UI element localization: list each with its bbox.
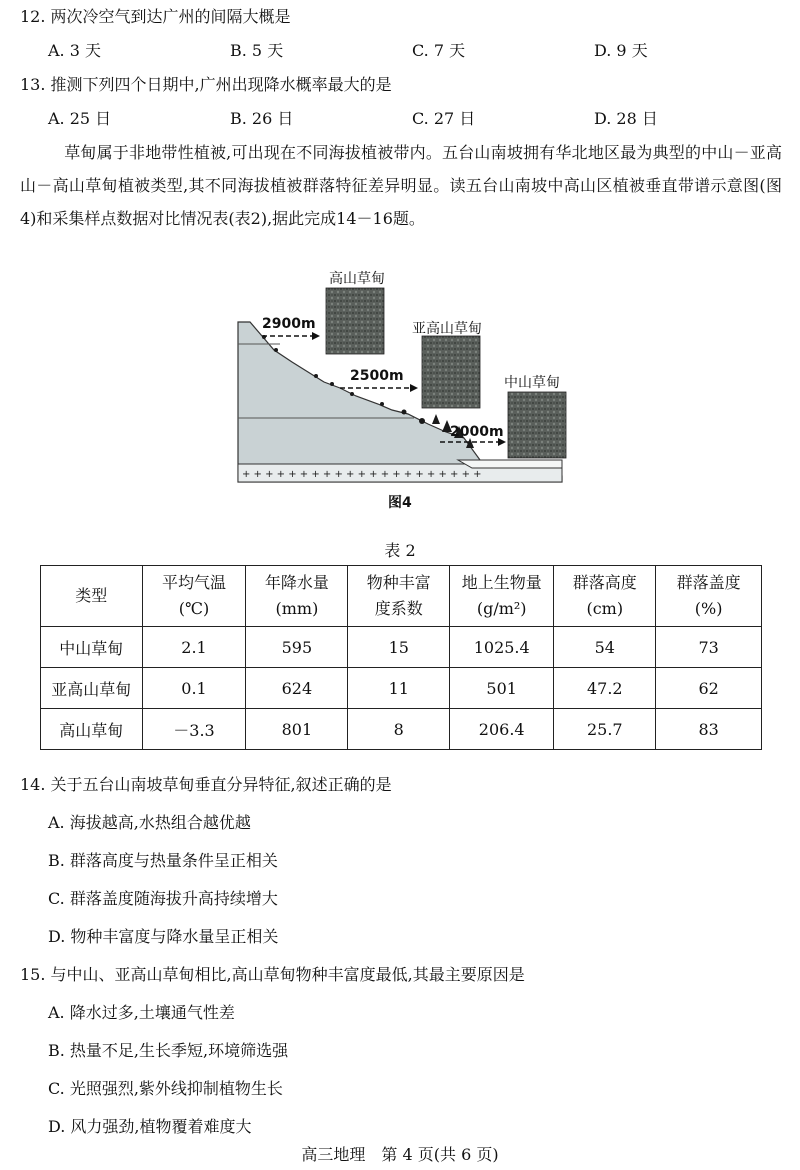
question-13-options — [48, 106, 768, 130]
cell-precipitation: 624 — [246, 668, 348, 709]
q15-option-a: A. 降水过多,土壤通气性差 — [48, 1003, 235, 1022]
question-14-stem: 14. 关于五台山南坡草甸垂直分异特征,叙述正确的是 — [20, 775, 392, 794]
figure-4-vegetation-profile — [232, 264, 572, 514]
photo-subalpine-meadow — [422, 336, 480, 408]
q15-option-c: C. 光照强烈,紫外线抑制植物生长 — [48, 1079, 283, 1098]
q14-option-d: D. 物种丰富度与降水量呈正相关 — [48, 927, 279, 946]
cell-temperature: －3.3 — [142, 709, 246, 750]
q12-option-d: D. 9 天 — [594, 41, 648, 60]
q13-option-b: B. 26 日 — [230, 109, 294, 128]
cell-richness: 15 — [348, 627, 450, 668]
data-table — [40, 565, 762, 750]
cell-height: 47.2 — [554, 668, 656, 709]
q13-option-c: C. 27 日 — [412, 109, 476, 128]
cell-richness: 8 — [348, 709, 450, 750]
cell-precipitation: 595 — [246, 627, 348, 668]
figure-caption: 图4 — [388, 495, 412, 511]
header-precipitation: 年降水量 (mm) — [246, 566, 348, 627]
photo-alpine-meadow — [326, 288, 384, 354]
q13-option-d: D. 28 日 — [594, 109, 658, 128]
q14-option-a: A. 海拔越高,水热组合越优越 — [48, 813, 251, 832]
intro-paragraph — [20, 136, 782, 235]
label-alpine-meadow: 高山草甸 — [329, 271, 385, 287]
q14-option-c: C. 群落盖度随海拔升高持续增大 — [48, 889, 278, 908]
table-header-row — [41, 566, 762, 627]
cell-coverage: 83 — [656, 709, 762, 750]
bedrock-cross-marks — [242, 469, 482, 480]
question-12-stem: 12. 两次冷空气到达广州的间隔大概是 — [20, 7, 291, 26]
cell-coverage: 73 — [656, 627, 762, 668]
q14-option-b: B. 群落高度与热量条件呈正相关 — [48, 851, 278, 870]
question-15-stem: 15. 与中山、亚高山草甸相比,高山草甸物种丰富度最低,其最主要原因是 — [20, 965, 525, 984]
cell-coverage: 62 — [656, 668, 762, 709]
question-12-options — [48, 38, 768, 62]
q13-option-a: A. 25 日 — [48, 109, 112, 128]
cell-biomass: 206.4 — [450, 709, 554, 750]
cell-biomass: 501 — [450, 668, 554, 709]
altitude-2000: 2000m — [450, 424, 504, 440]
q12-option-b: B. 5 天 — [230, 41, 284, 60]
table-row — [41, 627, 762, 668]
header-coverage: 群落盖度 (%) — [656, 566, 762, 627]
cell-height: 54 — [554, 627, 656, 668]
table-row — [41, 709, 762, 750]
svg-text:+ + + + + + + + + + + + + + +: + + + + + + + + + + + + + + + + + + + + + — [242, 469, 482, 480]
question-13-stem: 13. 推测下列四个日期中,广州出现降水概率最大的是 — [20, 75, 392, 94]
table-row — [41, 668, 762, 709]
label-montane-meadow: 中山草甸 — [504, 375, 560, 391]
cell-temperature: 0.1 — [142, 668, 246, 709]
cell-biomass: 1025.4 — [450, 627, 554, 668]
altitude-2900: 2900m — [262, 316, 316, 332]
cell-type: 高山草甸 — [41, 709, 143, 750]
valley-floor — [458, 460, 562, 468]
label-subalpine-meadow: 亚高山草甸 — [412, 321, 482, 337]
header-temperature: 平均气温 (℃) — [142, 566, 246, 627]
header-height: 群落高度 (cm) — [554, 566, 656, 627]
intro-text: 草甸属于非地带性植被,可出现在不同海拔植被带内。五台山南坡拥有华北地区最为典型的中山－亚高山－高山草甸植被类型,其不同海拔植被群落特征差异明显。读五台山南坡中高山区植被垂直带谱示意图(图4)和采集样点数据对比情况表(表2),据此完成14－16题。 — [20, 143, 782, 228]
q15-option-d: D. 风力强劲,植物覆着难度大 — [48, 1117, 252, 1136]
header-richness: 物种丰富 度系数 — [348, 566, 450, 627]
header-type: 类型 — [41, 566, 143, 627]
page-footer: 高三地理 第 4 页(共 6 页) — [301, 1145, 499, 1164]
cell-precipitation: 801 — [246, 709, 348, 750]
altitude-2500: 2500m — [350, 368, 404, 384]
q15-option-b: B. 热量不足,生长季短,环境筛选强 — [48, 1041, 289, 1060]
cell-type: 中山草甸 — [41, 627, 143, 668]
q12-option-c: C. 7 天 — [412, 41, 466, 60]
q12-option-a: A. 3 天 — [48, 41, 101, 60]
cell-temperature: 2.1 — [142, 627, 246, 668]
cell-height: 25.7 — [554, 709, 656, 750]
cell-richness: 11 — [348, 668, 450, 709]
photo-montane-meadow — [508, 392, 566, 458]
table-title: 表 2 — [384, 541, 416, 560]
cell-type: 亚高山草甸 — [41, 668, 143, 709]
header-biomass: 地上生物量 (g/m²) — [450, 566, 554, 627]
